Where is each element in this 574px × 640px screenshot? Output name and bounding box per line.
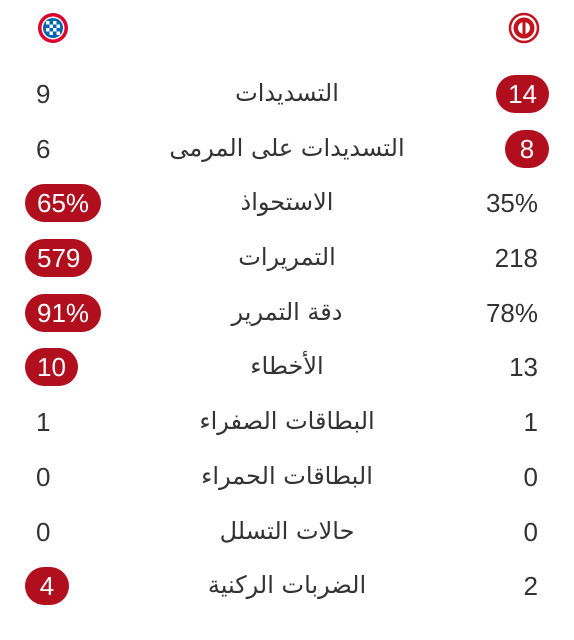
stat-label: البطاقات الحمراء [201,461,373,490]
stat-row [0,449,574,504]
stat-value-right: 0 [523,516,538,547]
stat-label: التسديدات على المرمى [169,133,405,162]
stat-value-left: 91% [25,294,101,332]
stat-value-left: 9 [36,79,51,109]
stats-list [0,66,574,613]
stat-row [0,394,574,449]
stat-label: حالات التسلل [219,516,355,545]
match-stats-header [0,0,574,56]
stat-label: دقة التمرير [231,297,343,326]
stat-value-right: 14 [496,75,549,113]
stat-label: التمريرات [238,243,336,272]
stat-value-right: 218 [494,243,538,274]
stat-value-left: 10 [25,348,78,386]
stat-row [0,504,574,559]
stat-label: الاستحواذ [240,188,334,217]
stat-value-left: 65% [25,184,101,222]
stat-value-right: 2 [523,571,538,602]
stat-label: الأخطاء [250,352,324,381]
stat-row [0,230,574,285]
stat-value-left: 0 [36,516,51,547]
stat-value-left: 0 [36,461,51,492]
stat-label: التسديدات [235,79,339,107]
stat-row [0,558,574,613]
stat-value-left: 579 [25,239,92,277]
stat-row [0,339,574,394]
bayern-munich-crest-icon[interactable] [37,12,69,44]
stat-value-right: 35% [485,188,538,219]
stat-value-right: 8 [505,130,549,168]
stat-row [0,66,574,121]
stat-row [0,121,574,176]
stat-value-right: 1 [523,407,538,438]
stat-value-left: 6 [36,133,51,164]
stat-value-left: 1 [36,407,51,438]
stat-label: الضربات الركنية [207,571,367,600]
mainz-05-crest-icon[interactable] [508,12,540,44]
stat-row [0,285,574,340]
stat-row [0,175,574,230]
stat-label: البطاقات الصفراء [199,407,375,436]
stat-value-right: 78% [485,297,538,328]
stat-value-left: 4 [25,567,69,605]
stat-value-right: 13 [509,352,538,383]
stat-value-right: 0 [523,461,538,492]
